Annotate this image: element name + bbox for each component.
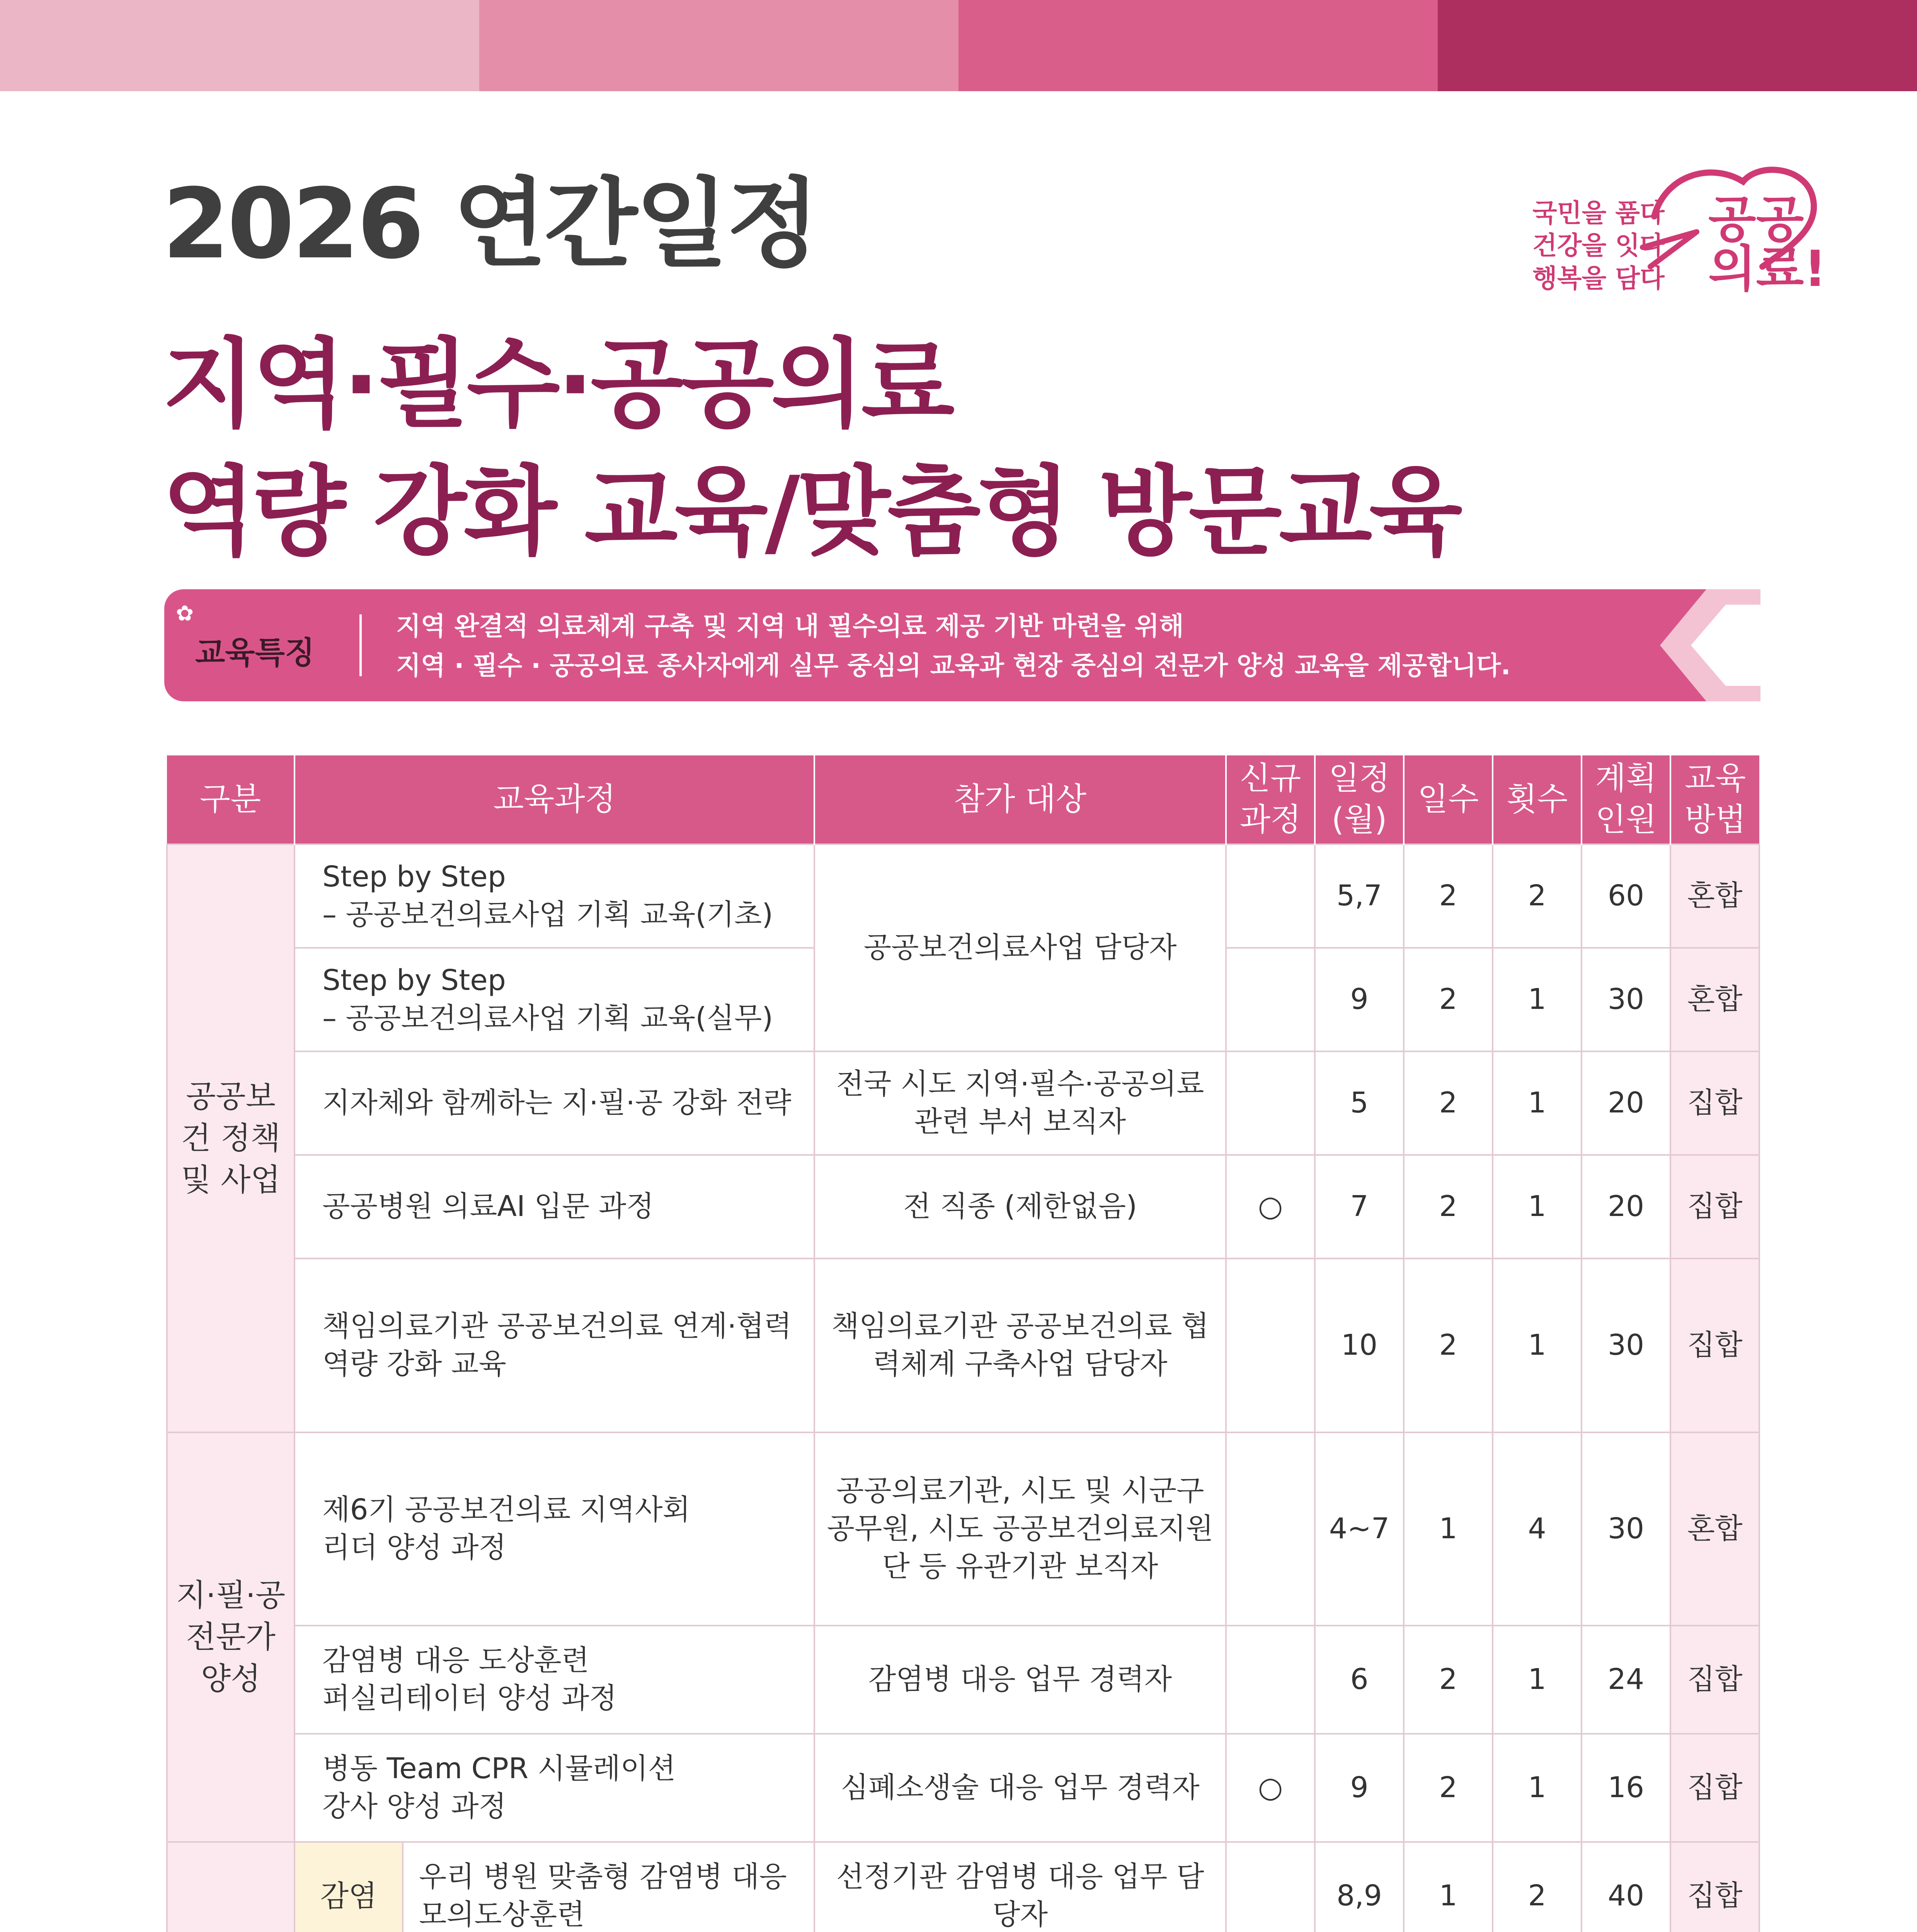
header-course: 교육과정 <box>295 755 814 844</box>
days-cell: 2 <box>1404 1626 1493 1734</box>
header-category: 구분 <box>167 755 295 844</box>
people-cell: 24 <box>1582 1626 1670 1734</box>
month-cell: 7 <box>1315 1155 1404 1259</box>
top-color-bar <box>0 0 1917 91</box>
method-cell: 혼합 <box>1670 1432 1759 1626</box>
days-cell: 2 <box>1404 1259 1493 1432</box>
category-cell <box>167 1842 295 1932</box>
main-title <box>162 321 1459 576</box>
days-cell: 2 <box>1404 1734 1493 1842</box>
month-cell: 9 <box>1315 948 1404 1051</box>
method-cell: 집합 <box>1670 1626 1759 1734</box>
course-cell <box>295 1432 814 1626</box>
feature-description <box>396 607 1510 686</box>
table-row <box>167 1626 1759 1734</box>
table-row <box>167 1734 1759 1842</box>
course-line1: 감염병 대응 도상훈련 <box>322 1644 589 1677</box>
times-cell: 1 <box>1493 1155 1582 1259</box>
slogan-line1: 국민을 품다 <box>1532 198 1665 228</box>
slogan-big1: 공공 <box>1708 191 1804 248</box>
people-cell: 16 <box>1582 1734 1670 1842</box>
feature-divider <box>359 614 362 676</box>
target-cell: 선정기관 감염병 대응 업무 담당자 <box>814 1842 1226 1932</box>
new-cell <box>1226 948 1315 1051</box>
method-cell: 집합 <box>1670 1842 1759 1932</box>
month-cell: 6 <box>1315 1626 1404 1734</box>
table-row <box>167 844 1759 948</box>
people-cell: 30 <box>1582 1259 1670 1432</box>
category-cell: 지·필·공 전문가 양성 <box>167 1432 295 1842</box>
course-cell <box>295 1626 814 1734</box>
main-title-line1: 지역·필수·공공의료 <box>162 328 952 440</box>
days-cell: 1 <box>1404 1432 1493 1626</box>
new-cell: ○ <box>1226 1155 1315 1259</box>
slogan-big <box>1708 191 1827 298</box>
people-cell: 30 <box>1582 948 1670 1051</box>
course-line1: Step by Step <box>322 860 506 894</box>
times-cell: 1 <box>1493 1259 1582 1432</box>
method-cell: 집합 <box>1670 1259 1759 1432</box>
method-cell: 집합 <box>1670 1051 1759 1155</box>
target-cell: 전국 시도 지역·필수·공공의료 관련 부서 보직자 <box>814 1051 1226 1155</box>
target-cell: 감염병 대응 업무 경력자 <box>814 1626 1226 1734</box>
new-cell <box>1226 844 1315 948</box>
bar-segment-3 <box>958 0 1438 91</box>
course-cell <box>295 948 814 1051</box>
course-line2: – 공공보건의료사업 기획 교육(실무) <box>322 1002 773 1035</box>
year-title: 2026 연간일정 <box>162 168 817 280</box>
course-line1: 지자체와 함께하는 지·필·공 강화 전략 <box>322 1086 792 1120</box>
feature-banner <box>164 589 1760 701</box>
main-title-line2: 역량 강화 교육/맞춤형 방문교육 <box>162 456 1459 568</box>
header-days: 일수 <box>1404 755 1493 844</box>
header-target: 참가 대상 <box>814 755 1226 844</box>
new-cell <box>1226 1259 1315 1432</box>
slogan-big2: 의료! <box>1708 240 1827 298</box>
feature-line1: 지역 완결적 의료체계 구축 및 지역 내 필수의료 제공 기반 마련을 위해 <box>396 611 1184 641</box>
month-cell: 5 <box>1315 1051 1404 1155</box>
days-cell: 2 <box>1404 1051 1493 1155</box>
times-cell: 1 <box>1493 1734 1582 1842</box>
public-health-slogan-logo <box>1527 151 1844 313</box>
course-line1: 책임의료기관 공공보건의료 연계·협력 <box>322 1310 792 1343</box>
course-line2: 역량 강화 교육 <box>322 1347 506 1381</box>
method-cell: 집합 <box>1670 1734 1759 1842</box>
table-row <box>167 1259 1759 1432</box>
course-line1: 제6기 공공보건의료 지역사회 <box>322 1493 690 1527</box>
new-cell <box>1226 1432 1315 1626</box>
people-cell: 40 <box>1582 1842 1670 1932</box>
course-line2: 퍼실리테이터 양성 과정 <box>322 1682 617 1715</box>
bar-segment-1 <box>0 0 479 91</box>
header-method: 교육 방법 <box>1670 755 1759 844</box>
course-cell <box>403 1842 814 1932</box>
target-cell: 심폐소생술 대응 업무 경력자 <box>814 1734 1226 1842</box>
times-cell: 2 <box>1493 1842 1582 1932</box>
people-cell: 20 <box>1582 1051 1670 1155</box>
times-cell: 1 <box>1493 1626 1582 1734</box>
course-line1: 공공병원 의료AI 입문 과정 <box>322 1190 654 1223</box>
table-row <box>167 1051 1759 1155</box>
method-cell: 혼합 <box>1670 844 1759 948</box>
feature-label: 교육특징 <box>195 635 315 671</box>
slogan-lines <box>1532 197 1665 295</box>
method-cell: 집합 <box>1670 1155 1759 1259</box>
table-row <box>167 1155 1759 1259</box>
feature-line2: 지역 · 필수 · 공공의료 종사자에게 실무 중심의 교육과 현장 중심의 전문가 양성 교육을 제공합니다. <box>396 651 1511 681</box>
category-cell: 공공보건 정책 및 사업 <box>167 844 295 1432</box>
header-month: 일정 (월) <box>1315 755 1404 844</box>
month-cell: 5,7 <box>1315 844 1404 948</box>
bar-segment-4 <box>1438 0 1917 91</box>
new-cell <box>1226 1626 1315 1734</box>
course-line1: 우리 병원 맞춤형 감염병 대응 <box>419 1860 787 1894</box>
course-line1: Step by Step <box>322 964 506 997</box>
days-cell: 2 <box>1404 844 1493 948</box>
method-cell: 혼합 <box>1670 948 1759 1051</box>
star-icon: ✿ <box>176 601 194 626</box>
course-line2: 모의도상훈련 <box>419 1898 585 1931</box>
target-cell: 공공의료기관, 시도 및 시군구 공무원, 시도 공공보건의료지원단 등 유관기관 보직자 <box>814 1432 1226 1626</box>
times-cell: 4 <box>1493 1432 1582 1626</box>
month-cell: 8,9 <box>1315 1842 1404 1932</box>
people-cell: 60 <box>1582 844 1670 948</box>
course-line2: 리더 양성 과정 <box>322 1531 506 1564</box>
course-line2: – 공공보건의료사업 기획 교육(기초) <box>322 898 773 931</box>
new-cell <box>1226 1842 1315 1932</box>
course-cell <box>295 1051 814 1155</box>
new-cell <box>1226 1051 1315 1155</box>
course-cell <box>295 844 814 948</box>
month-cell: 4~7 <box>1315 1432 1404 1626</box>
target-cell: 전 직종 (제한없음) <box>814 1155 1226 1259</box>
table-row <box>167 1432 1759 1626</box>
times-cell: 1 <box>1493 1051 1582 1155</box>
schedule-table <box>166 755 1760 1932</box>
course-cell <box>295 1734 814 1842</box>
header-times: 횟수 <box>1493 755 1582 844</box>
people-cell: 30 <box>1582 1432 1670 1626</box>
header-new: 신규 과정 <box>1226 755 1315 844</box>
table-header-row <box>167 755 1759 844</box>
days-cell: 2 <box>1404 948 1493 1051</box>
month-cell: 9 <box>1315 1734 1404 1842</box>
course-cell <box>295 1259 814 1432</box>
target-cell: 공공보건의료사업 담당자 <box>814 844 1226 1051</box>
course-line2: 강사 양성 과정 <box>322 1790 506 1823</box>
slogan-line3: 행복을 담다 <box>1532 263 1665 293</box>
header-people: 계획 인원 <box>1582 755 1670 844</box>
new-cell: ○ <box>1226 1734 1315 1842</box>
times-cell: 1 <box>1493 948 1582 1051</box>
days-cell: 1 <box>1404 1842 1493 1932</box>
month-cell: 10 <box>1315 1259 1404 1432</box>
slogan-line2: 건강을 잇다 <box>1532 231 1665 261</box>
subcategory-cell: 감염 <box>295 1842 403 1932</box>
people-cell: 20 <box>1582 1155 1670 1259</box>
chevron-left-icon <box>1645 589 1760 701</box>
table-row <box>167 1842 1759 1932</box>
days-cell: 2 <box>1404 1155 1493 1259</box>
target-cell: 책임의료기관 공공보건의료 협력체계 구축사업 담당자 <box>814 1259 1226 1432</box>
times-cell: 2 <box>1493 844 1582 948</box>
course-line1: 병동 Team CPR 시뮬레이션 <box>322 1752 676 1786</box>
course-cell <box>295 1155 814 1259</box>
bar-segment-2 <box>479 0 958 91</box>
